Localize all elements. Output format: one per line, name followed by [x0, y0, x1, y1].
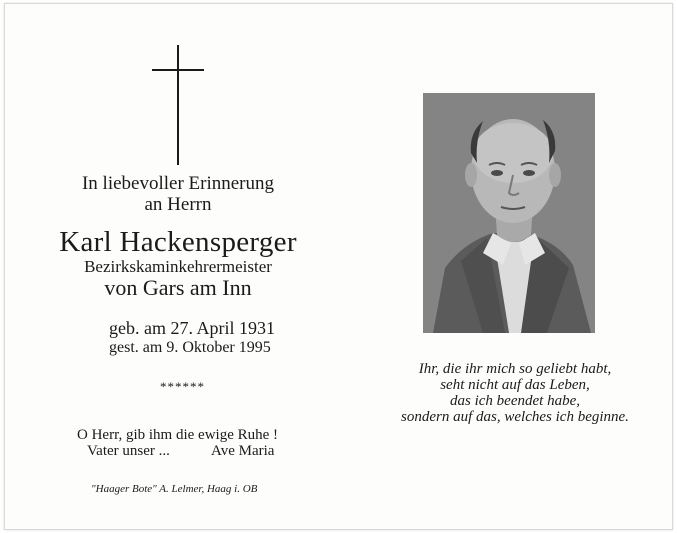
memorial-card	[4, 3, 673, 530]
prayer-line-1: O Herr, gib ihm die ewige Ruhe !	[77, 427, 279, 443]
poem-line-4: sondern auf das, welches ich beginne.	[401, 409, 629, 425]
death-date: gest. am 9. Oktober 1995	[109, 339, 271, 356]
hometown: von Gars am Inn	[104, 275, 252, 300]
prayer-line-2-right: Ave Maria	[211, 443, 275, 459]
birth-date: geb. am 27. April 1931	[109, 318, 275, 338]
poem-line-1: Ihr, die ihr mich so geliebt habt,	[418, 361, 612, 377]
intro-line-1: In liebevoller Erinnerung	[81, 173, 275, 194]
portrait-illustration	[423, 93, 595, 333]
printer-credit: "Haager Bote" A. Lelmer, Haag i. OB	[91, 483, 258, 495]
cross-vertical-bar	[177, 45, 179, 165]
separator-stars: ******	[160, 379, 205, 394]
cross-horizontal-bar	[152, 69, 204, 71]
deceased-name: Karl Hackensperger	[59, 226, 297, 258]
prayer-line-2-left: Vater unser ...	[87, 443, 170, 459]
poem-line-3: das ich beendet habe,	[450, 393, 580, 409]
poem-line-2: seht nicht auf das Leben,	[440, 377, 590, 393]
portrait-photo	[423, 93, 595, 333]
profession: Bezirkskaminkehrermeister	[84, 257, 272, 276]
intro-line-2: an Herrn	[144, 194, 212, 215]
